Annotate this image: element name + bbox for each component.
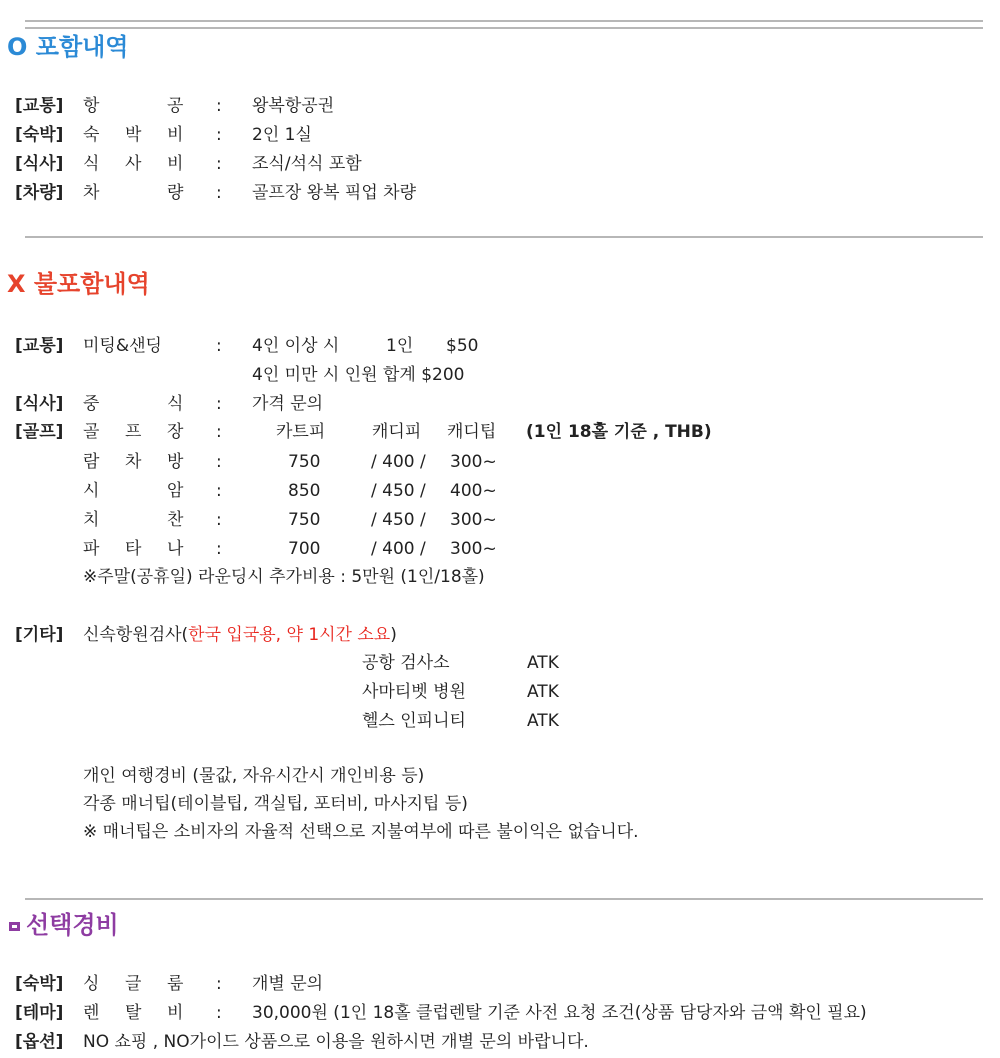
- excluded-meal-sep: :: [216, 394, 222, 414]
- included-row-sep: :: [216, 125, 222, 145]
- etc-label-text: 신속항원검사(: [83, 625, 189, 645]
- section-divider-1: [25, 236, 983, 238]
- included-row-label-2: 박: [125, 125, 142, 145]
- excluded-etc-label: [83, 627, 397, 644]
- excluded-note: 개인 여행경비 (물값, 자유시간시 개인비용 등): [83, 766, 425, 786]
- golf-course-label-2: 타: [125, 539, 142, 559]
- golf-course-label-2: 차: [125, 452, 142, 472]
- excluded-meal-c3: 식: [167, 394, 184, 414]
- included-row-label-2: 사: [125, 154, 142, 174]
- excluded-golf-c2: 프: [125, 422, 142, 442]
- golf-course-label-3: 찬: [167, 510, 184, 530]
- golf-cart-fee: 850: [288, 481, 321, 501]
- golf-header-caddie: 캐디피: [372, 422, 422, 442]
- square-icon: [9, 922, 20, 931]
- optional-row-category: [숙박]: [15, 974, 64, 994]
- golf-cart-fee: 750: [288, 510, 321, 530]
- test-place-type: ATK: [527, 711, 559, 731]
- golf-course-label-3: 암: [167, 481, 184, 501]
- excluded-meal-value: 가격 문의: [252, 394, 324, 414]
- optional-option-value: NO 쇼핑 , NO가이드 상품으로 이용을 원하시면 개별 문의 바랍니다.: [83, 1032, 589, 1052]
- included-row-value: 골프장 왕복 픽업 차량: [252, 183, 417, 203]
- included-row-label-3: 비: [167, 154, 184, 174]
- etc-label-close: ): [390, 625, 397, 645]
- included-row-category: [차량]: [15, 183, 64, 203]
- included-row-sep: :: [216, 183, 222, 203]
- excluded-meal-category: [식사]: [15, 394, 64, 414]
- golf-caddie-tip: 300~: [450, 452, 497, 472]
- golf-caddie-tip: 300~: [450, 510, 497, 530]
- included-row-label-1: 항: [83, 96, 100, 116]
- test-place-type: ATK: [527, 653, 559, 673]
- included-row-value: 왕복항공권: [252, 96, 335, 116]
- golf-caddie-fee: / 400 /: [371, 452, 426, 472]
- top-rule-2: [25, 27, 983, 29]
- golf-course-sep: :: [216, 452, 222, 472]
- golf-header-cart: 카트피: [276, 422, 326, 442]
- excluded-golf-c1: 골: [83, 422, 100, 442]
- included-row-sep: :: [216, 96, 222, 116]
- test-place-name: 사마티벳 병원: [362, 682, 466, 702]
- golf-basis-note: (1인 18홀 기준 , THB): [526, 422, 712, 442]
- included-row-category: [숙박]: [15, 125, 64, 145]
- excluded-etc-category: [기타]: [15, 625, 64, 645]
- golf-caddie-tip: 400~: [450, 481, 497, 501]
- excluded-golf-c3: 장: [167, 422, 184, 442]
- included-row-label-1: 숙: [83, 125, 100, 145]
- excluded-transport-sep: :: [216, 336, 222, 356]
- optional-title-text: 선택경비: [26, 911, 119, 939]
- excluded-transport-label: 미팅&샌딩: [83, 336, 162, 356]
- golf-course-sep: :: [216, 539, 222, 559]
- golf-course-sep: :: [216, 481, 222, 501]
- golf-cart-fee: 750: [288, 452, 321, 472]
- golf-course-label-1: 파: [83, 539, 100, 559]
- optional-row-label-3: 룸: [167, 974, 184, 994]
- golf-header-tip: 캐디팁: [447, 422, 497, 442]
- excluded-title: X 불포함내역: [7, 270, 150, 298]
- excluded-transport-cond1: 4인 이상 시: [252, 336, 340, 356]
- etc-label-red: 한국 입국용, 약 1시간 소요: [188, 625, 391, 645]
- golf-caddie-tip: 300~: [450, 539, 497, 559]
- included-row-label-3: 공: [167, 96, 184, 116]
- golf-course-label-1: 시: [83, 481, 100, 501]
- optional-row-label-1: 렌: [83, 1003, 100, 1023]
- optional-row-category: [테마]: [15, 1003, 64, 1023]
- weekend-note: ※주말(공휴일) 라운딩시 추가비용 : 5만원 (1인/18홀): [83, 567, 485, 587]
- golf-course-label-1: 람: [83, 452, 100, 472]
- optional-row-label-3: 비: [167, 1003, 184, 1023]
- excluded-note: ※ 매너팁은 소비자의 자율적 선택으로 지불여부에 따른 불이익은 없습니다.: [83, 822, 639, 842]
- optional-row-label-1: 싱: [83, 974, 100, 994]
- excluded-note: 각종 매너팁(테이블팁, 객실팁, 포터비, 마사지팁 등): [83, 794, 468, 814]
- included-row-sep: :: [216, 154, 222, 174]
- optional-row-sep: :: [216, 974, 222, 994]
- test-place-name: 헬스 인피니티: [362, 711, 466, 731]
- golf-course-label-3: 나: [167, 539, 184, 559]
- included-row-category: [식사]: [15, 154, 64, 174]
- included-row-value: 2인 1실: [252, 125, 312, 145]
- golf-course-label-1: 치: [83, 510, 100, 530]
- optional-row-value: 개별 문의: [252, 974, 324, 994]
- excluded-golf-sep: :: [216, 422, 222, 442]
- excluded-transport-category: [교통]: [15, 336, 64, 356]
- optional-row-value: 30,000원 (1인 18홀 클럽렌탈 기준 사전 요청 조건(상품 담당자와 금액 확인 필요): [252, 1003, 867, 1023]
- golf-caddie-fee: / 450 /: [371, 510, 426, 530]
- included-row-category: [교통]: [15, 96, 64, 116]
- top-rule-1: [25, 20, 983, 22]
- excluded-transport-line2: 4인 미만 시 인원 합계 $200: [252, 365, 465, 385]
- included-row-label-1: 차: [83, 183, 100, 203]
- golf-cart-fee: 700: [288, 539, 321, 559]
- excluded-transport-price1: $50: [446, 336, 479, 356]
- golf-caddie-fee: / 450 /: [371, 481, 426, 501]
- optional-row-label-2: 글: [125, 974, 142, 994]
- golf-course-sep: :: [216, 510, 222, 530]
- section-divider-2: [25, 898, 983, 900]
- included-row-label-3: 량: [167, 183, 184, 203]
- included-title: O 포함내역: [7, 33, 129, 61]
- optional-row-label-2: 탈: [125, 1003, 142, 1023]
- optional-title: [9, 913, 119, 937]
- excluded-golf-category: [골프]: [15, 422, 64, 442]
- test-place-type: ATK: [527, 682, 559, 702]
- optional-option-category: [옵션]: [15, 1032, 64, 1052]
- excluded-meal-c1: 중: [83, 394, 100, 414]
- included-row-label-3: 비: [167, 125, 184, 145]
- excluded-transport-unit1: 1인: [386, 336, 414, 356]
- optional-row-sep: :: [216, 1003, 222, 1023]
- test-place-name: 공항 검사소: [362, 653, 450, 673]
- included-row-value: 조식/석식 포함: [252, 154, 362, 174]
- included-row-label-1: 식: [83, 154, 100, 174]
- golf-course-label-3: 방: [167, 452, 184, 472]
- golf-caddie-fee: / 400 /: [371, 539, 426, 559]
